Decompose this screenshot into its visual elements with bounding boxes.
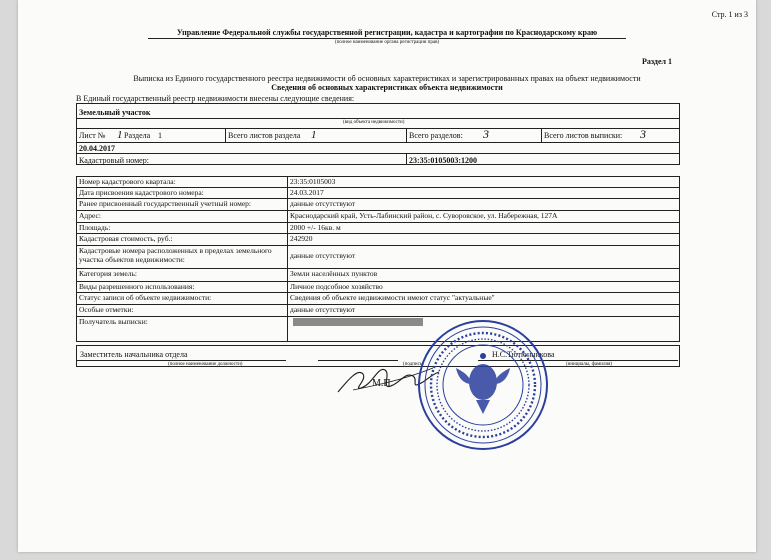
seal-place-label: М.П. [372,378,394,389]
official-seal [416,318,550,452]
section-value: 1 [158,131,162,140]
row-value: Сведения об объекте недвижимости имеют статус "актуальные" [290,293,495,302]
row-value: 24.03.2017 [290,188,324,197]
section-title: Раздел 1 [641,57,672,66]
page-number: Стр. 1 из 3 [711,10,748,19]
row-value: данные отсутствуют [290,305,356,314]
row-label: Виды разрешенного использования: [79,282,195,291]
row-value: Земли населённых пунктов [290,269,378,278]
row-value: 23:35:0105003 [290,177,336,186]
org-underline [148,38,626,39]
sheet-value: 1 [117,129,123,141]
total-sections-value: 3 [483,127,489,141]
row-label: Номер кадастрового квартала: [79,177,176,186]
section-label: Раздела [124,131,151,140]
total-sheets-section-label: Всего листов раздела [228,131,301,140]
row-label: Дата присвоения кадастрового номера: [79,188,204,197]
intro-line: В Единый государственный реестр недвижимости внесены следующие сведения: [76,94,355,103]
redacted-recipient [293,318,423,326]
object-type-caption: (вид объекта недвижимости) [343,120,405,125]
row-label: Категория земель: [79,269,137,278]
total-sheets-section-value: 1 [311,129,317,141]
total-sheets-value: 3 [640,127,646,141]
row-value: 242920 [290,234,313,243]
extract-date: 20.04.2017 [79,144,115,153]
row-value: данные отсутствуют [290,251,356,260]
org-caption: (полное наименование органа регистрации прав) [334,40,440,45]
official-name: Н.С.Тютюнникова [492,350,555,359]
row-value: 2000 +/- 16кв. м [290,223,341,232]
row-value: Краснодарский край, Усть-Лабинский район, с. Суворовское, ул. Набережная, 127А [290,211,558,220]
cadastral-label: Кадастровый номер: [79,156,149,165]
cadastral-value: 23:35:0105003:1200 [409,156,477,165]
row-label: Кадастровая стоимость, руб.: [79,234,173,243]
position-caption: (полное наименование должности) [168,362,243,367]
name-caption: (инициалы, фамилия) [566,362,613,367]
official-position: Заместитель начальника отдела [80,350,188,359]
object-type: Земельный участок [79,108,151,117]
total-sheets-label: Всего листов выписки: [544,131,623,140]
extract-title: Выписка из Единого государственного реестра недвижимости об основных характеристиках и зарегистрированных правах на объект недвижимости [133,74,641,83]
row-label: Кадастровые номера расположенных в пределах земельного участка объектов недвижимости: [79,246,272,264]
total-sections-label: Всего разделов: [409,131,463,140]
row-label: Адрес: [79,211,101,220]
row-label: Статус записи об объекте недвижимости: [79,293,212,302]
row-label: Площадь: [79,223,111,232]
sign-caption: (подпись) [403,362,424,367]
sheet-label: Лист № [79,131,106,140]
extract-subtitle: Сведения об основных характеристиках объекта недвижимости [271,83,503,92]
row-label: Особые отметки: [79,305,134,314]
org-name: Управление Федеральной службы государственной регистрации, кадастра и картографии по Краснодарскому краю [176,28,598,37]
document-page [18,0,756,552]
row-value: данные отсутствуют [290,199,356,208]
row-value: Личное подсобное хозяйство [290,282,383,291]
row-label: Получатель выписки: [79,317,148,326]
row-label: Ранее присвоенный государственный учетный номер: [79,199,251,208]
